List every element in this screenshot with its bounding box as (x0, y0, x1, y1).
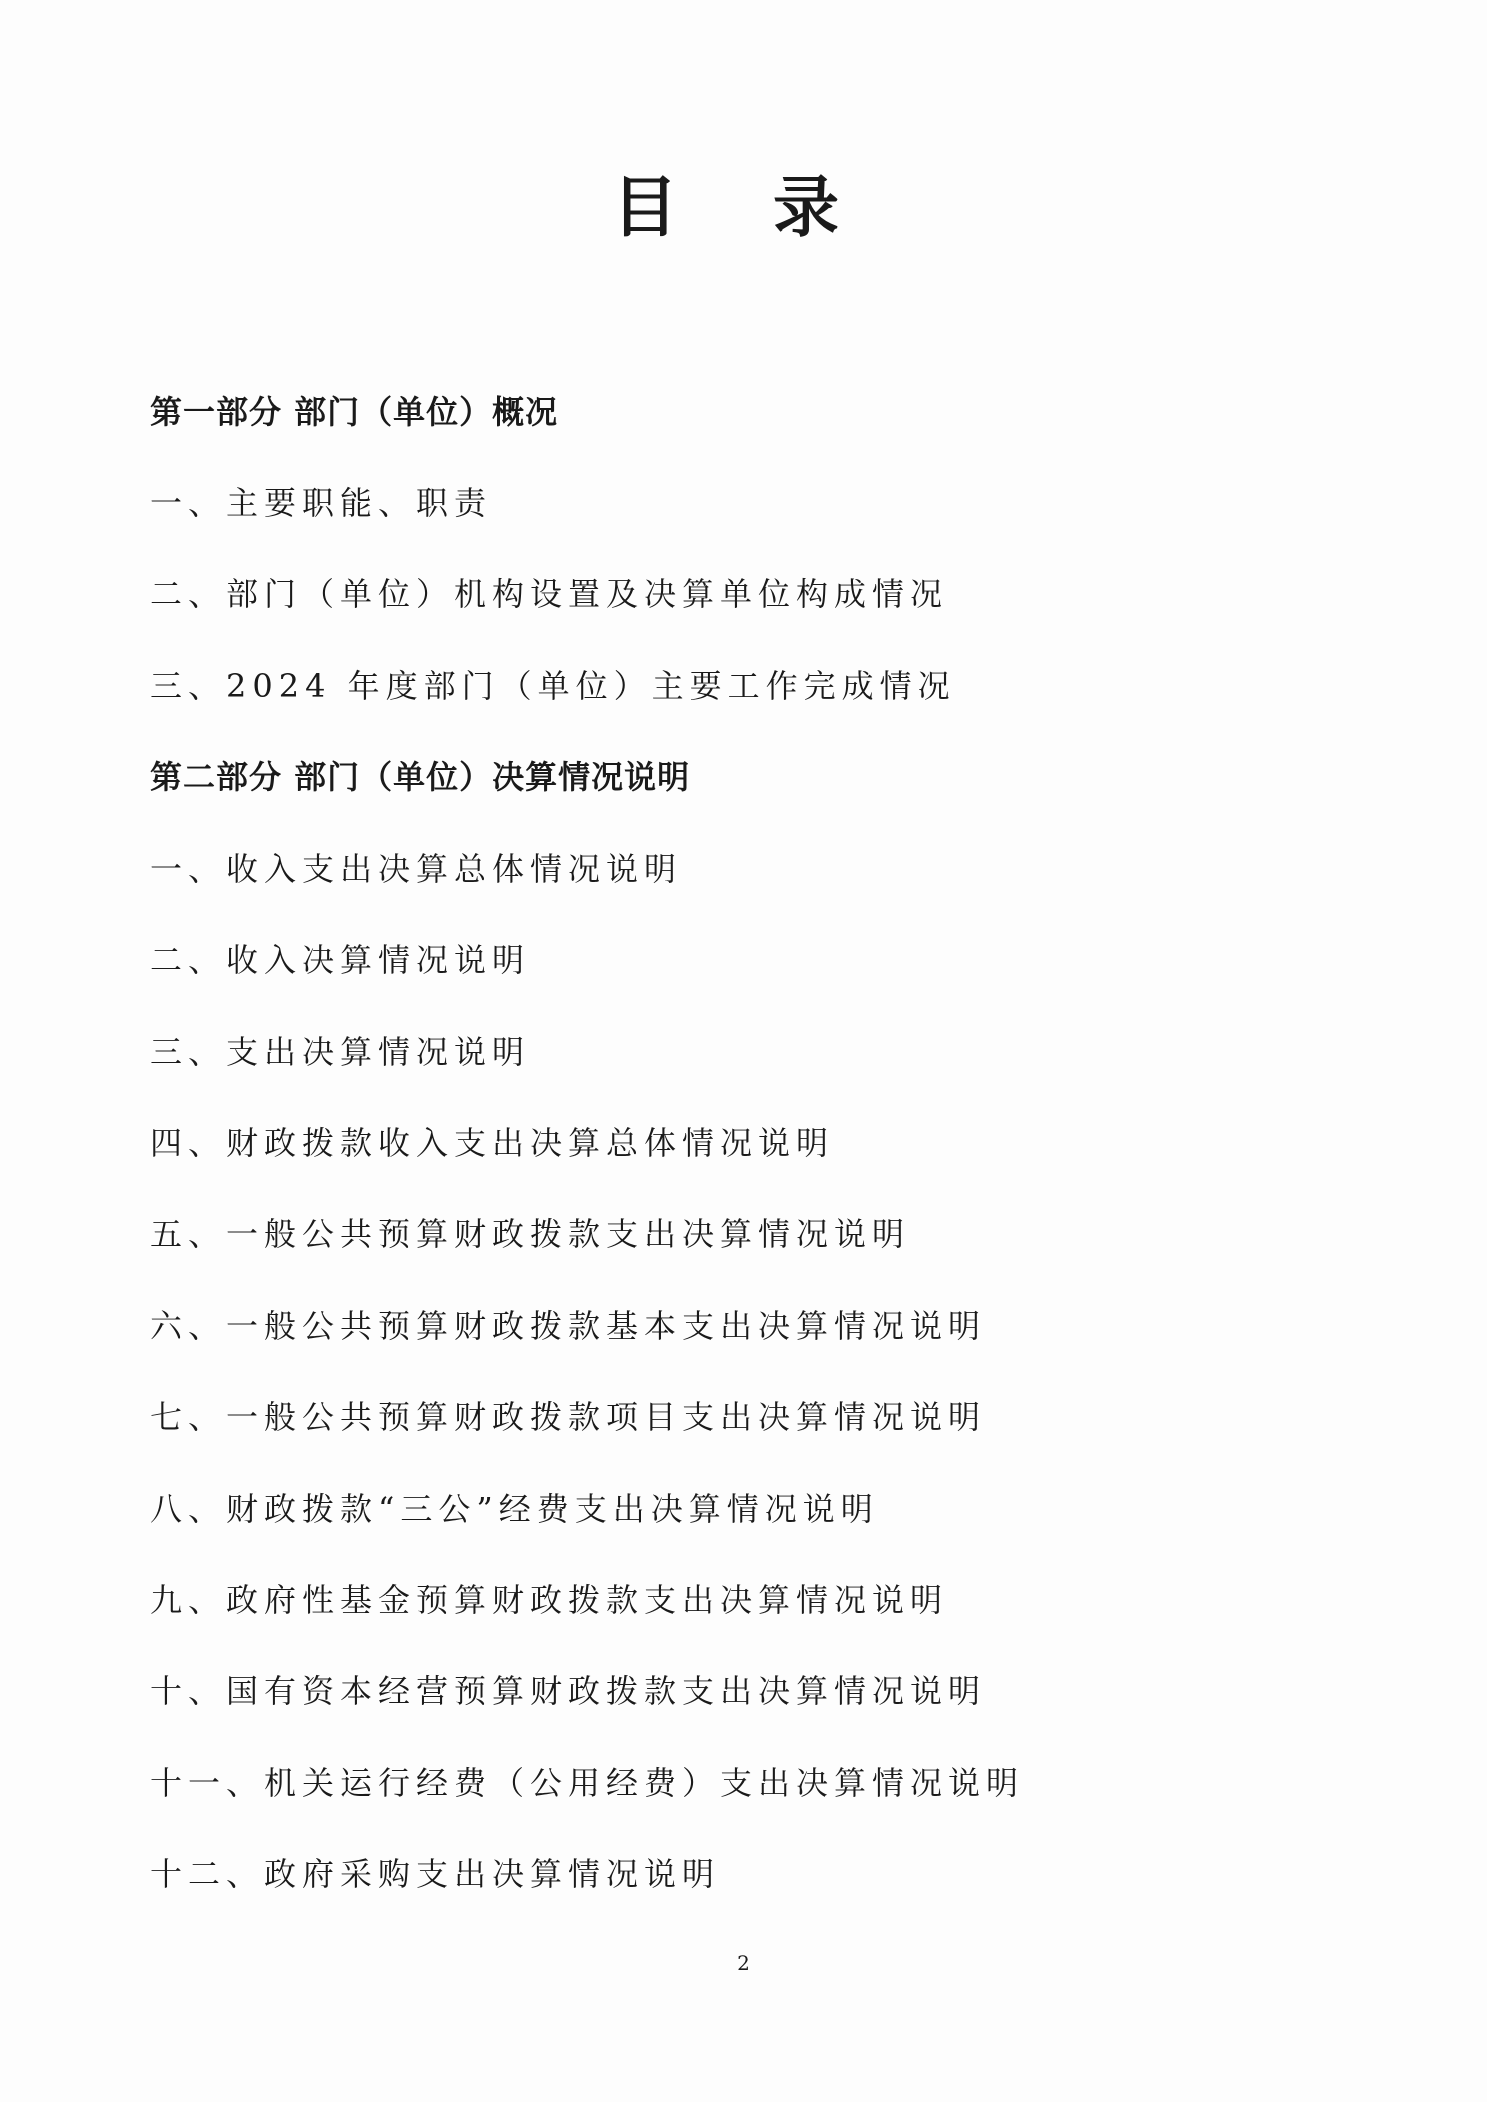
toc-item-2-10: 十、国有资本经营预算财政拨款支出决算情况说明 (150, 1672, 987, 1710)
toc-item-1-2: 二、部门（单位）机构设置及决算单位构成情况 (150, 575, 949, 613)
toc-item-1-1: 一、主要职能、职责 (150, 484, 493, 522)
page-title: 目 录 (612, 169, 875, 246)
toc-item-2-11: 十一、机关运行经费（公用经费）支出决算情况说明 (150, 1764, 1025, 1802)
toc-item-2-5: 五、一般公共预算财政拨款支出决算情况说明 (150, 1215, 911, 1253)
toc-item-2-3: 三、支出决算情况说明 (150, 1033, 531, 1071)
page-number: 2 (737, 1951, 750, 1975)
toc-part-1: 第一部分 部门（单位）概况 (150, 393, 559, 431)
toc-item-2-6: 六、一般公共预算财政拨款基本支出决算情况说明 (150, 1307, 987, 1345)
toc-item-2-12: 十二、政府采购支出决算情况说明 (150, 1855, 721, 1893)
toc-item-2-2: 二、收入决算情况说明 (150, 941, 531, 979)
toc-item-2-9: 九、政府性基金预算财政拨款支出决算情况说明 (150, 1581, 949, 1619)
toc-item-2-1: 一、收入支出决算总体情况说明 (150, 850, 683, 888)
toc-item-2-4: 四、财政拨款收入支出决算总体情况说明 (150, 1124, 835, 1162)
toc-item-2-7: 七、一般公共预算财政拨款项目支出决算情况说明 (150, 1398, 987, 1436)
toc-item-2-8: 八、财政拨款“三公”经费支出决算情况说明 (150, 1490, 879, 1528)
toc-item-1-3: 三、2024 年度部门（单位）主要工作完成情况 (150, 667, 956, 705)
toc-part-2: 第二部分 部门（单位）决算情况说明 (150, 758, 691, 796)
